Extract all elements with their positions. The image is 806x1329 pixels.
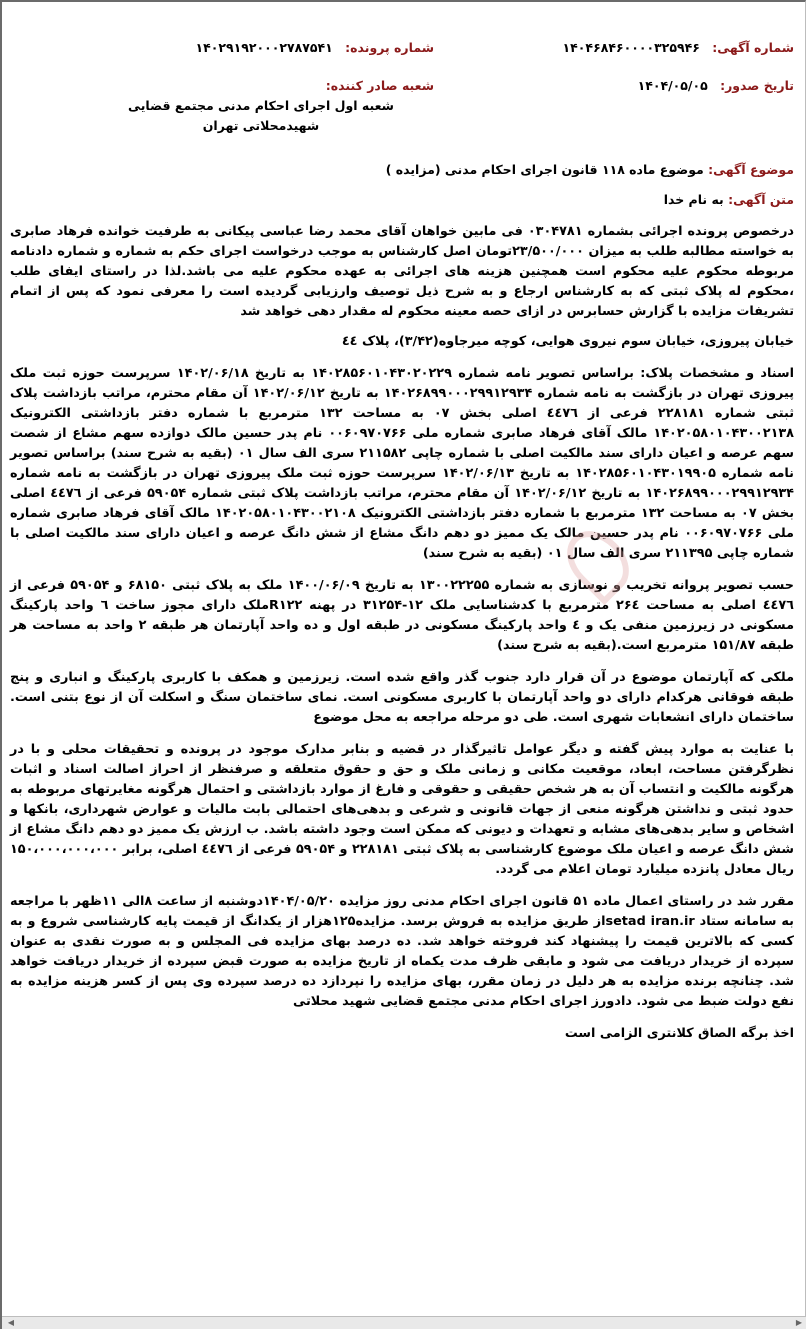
scroll-left-icon[interactable]: ◀ <box>7 1318 15 1327</box>
notice-text-heading <box>10 190 794 210</box>
subject-value: موضوع ماده ۱۱۸ قانون اجرای احکام مدنی (مزایده ) <box>385 162 704 177</box>
paragraph-final-note: اخذ برگه الصاق کلانتری الزامی است <box>564 1026 794 1041</box>
issue-date-label: تاریخ صدور: <box>720 78 794 93</box>
issue-date-value: ۱۴۰۴/۰۵/۰۵ <box>637 78 708 93</box>
issue-date-field <box>638 76 794 96</box>
notice-header <box>10 12 794 133</box>
issuer-field <box>94 76 434 136</box>
paragraph-building-permit: حسب تصویر پروانه تخریب و نوسازی به شماره ۱۳۰۰۲۲۲۵۵ به تاریخ ۱۴۰۰/۰۶/۰۹ ملک به پلاک ثبتی ۶۸۱۵۰ و ۵۹۰۵۴ فرعی از ٤٤٧٦ اصلی به مساحت ۲۶٤ مترمربع با کدشناسایی ملک ۱۲-۳۱۲۵۴ در پهنه R۱۲۲ملک دارای مجوز ساخت ٦ واحد پارکینگ مسکونی در زیرزمین منفی یک و ٤ واحد پارکینگ مسکونی در طبقه اول و ده واحد آپارتمان هر طبقه ۲ واحد به مساحت هر طبقه ۱۵۱/۸۷ مترمربع است.(بقیه به شرح سند) <box>10 578 795 653</box>
notice-number-label: شماره آگهی: <box>712 40 794 55</box>
notice-subject <box>10 160 794 180</box>
notice-text-label: متن آگهی: <box>728 192 794 207</box>
horizontal-scrollbar[interactable] <box>2 1316 806 1329</box>
notice-number-value: ۱۴۰۴۶۸۴۶۰۰۰۰۳۲۵۹۴۶ <box>562 40 700 55</box>
file-number-value: ۱۴۰۲۹۱۹۲۰۰۰۲۷۸۷۵۴۱ <box>195 40 333 55</box>
paragraph-valuation: با عنایت به موارد پیش گفته و دیگر عوامل تاثیرگذار در قضیه و بنابر مدارک موجود در پرونده و تحقیقات محلی و با در نظرگرفتن مساحت، ابعاد، موقعیت مکانی و زمانی ملک و حق و حقوق متعلقه و صرفنظر از احراز اصالت اسناد و اثبات هرگونه مالکیت و انتساب آن به هر شخص حقیقی و حقوقی و فارغ از موارد بازداشتی و احتمال هرگونه مغایرتهای مربوطه به حدود ثبتی و نداشتن هرگونه منعی از جهات قانونی و شرعی و بدهی‌های احتمالی بابت مالیات و عوارض شهرداری، بانکها و اشخاص و سایر بدهی‌های مشابه و تعهدات و دیونی که ممکن است وجود داشته باشد. ب ارزش یک ممیز دو دهم دانگ مشاع از شش دانگ عرصه و اعیان ملک موضوع کارشناسی به پلاک ثبتی ۲۲۸۱۸۱ و ۵۹۰۵۴ فرعی از ٤٤٧٦ اصلی، برابر ۱۵۰،۰۰۰،۰۰۰،۰۰۰ ریال معادل پانزده میلیارد تومان اعلام می گردد. <box>10 742 794 877</box>
issuer-label: شعبه صادر کننده: <box>325 78 434 93</box>
notice-document <box>10 12 794 1044</box>
notice-number-field <box>563 38 794 58</box>
scroll-right-icon[interactable]: ▶ <box>795 1318 803 1327</box>
file-number-label: شماره پرونده: <box>345 40 434 55</box>
opening-phrase: به نام خدا <box>663 192 724 207</box>
paragraph-auction-terms: مقرر شد در راستای اعمال ماده ۵۱ قانون اجرای احکام مدنی روز مزایده ۱۴۰۴/۰۵/۲۰دوشنبه از ساعت ۸الی ۱۱ظهر با مراجعه به سامانه ستاد setad iran.irاز طریق مزایده به فروش برسد. مزایده۱۲۵هزار از یکدانگ از قیمت پایه کارشناسی شروع و به کسی که بالاترین قیمت را پیشنهاد کند فروخته خواهد شد. ده درصد بهای مزایده فی المجلس و به صورت نقدی به عنوان سپرده از خریدار دریافت می شود و مابقی ظرف مدت یکماه از تاریخ مزایده به صورت قبض سپرده از خریدار دریافت خواهد شد. چنانچه برنده مزایده به هر دلیل در زمان مقرر، بهای مزایده را نپردازد ده درصد سپرده وی پس از کسر هزینه مزایده به نفع دولت ضبط می شود. دادورز اجرای احکام مدنی مجتمع قضایی شهید محلاتی <box>10 894 794 1009</box>
paragraph-address: خیابان پیروزی، خیابان سوم نیروی هوایی، کوچه میرجاوه(۳/۴۲)، پلاک ٤٤ <box>341 334 794 349</box>
paragraph-deed-details: اسناد و مشخصات پلاک: براساس تصویر نامه شماره ۱۴۰۲۸۵۶۰۱۰۴۳۰۲۰۲۲۹ به تاریخ ۱۴۰۲/۰۶/۱۸ سرپرست حوزه ثبت ملک پیروزی تهران در بازگشت به نامه شماره ۱۴۰۲۶۸۹۹۰۰۰۲۹۹۱۲۹۳۴ به تاریخ ۱۴۰۲/۰۶/۱۲ آن مقام محترم، مراتب بازداشت پلاک ثبتی شماره ۲۲۸۱۸۱ فرعی از ٤٤٧٦ اصلی بخش ۰۷ به مساحت ۱۳۲ مترمربع با شماره دفتر بازداشتی الکترونیک ۱۴۰۲۰۵۸۰۱۰۴۳۰۰۲۱۳۸ مالک آقای فرهاد صابری شماره ملی ۰۰۶۰۹۷۰۷۶۶ نام پدر حسین مالک دوازده سهم مشاع از شصت سهم عرصه و اعیان دارای سند مالکیت اصلی با شماره چاپی ۲۱۱۵۸۲ سری الف سال ۰۱ (بقیه به شرح سند) براساس تصویر نامه شماره ۱۴۰۲۸۵۶۰۱۰۴۳۰۱۹۹۰۵ به تاریخ ۱۴۰۲/۰۶/۱۳ سرپرست حوزه ثبت ملک پیروزی تهران در بازگشت به نامه شماره ۱۴۰۲۶۸۹۹۰۰۰۲۹۹۱۲۹۳۴ به تاریخ ۱۴۰۲/۰۶/۱۲ آن مقام محترم، مراتب بازداشت پلاک ثبتی شماره ۵۹۰۵۴ فرعی از ٤٤٧٦ اصلی بخش ۰۷ به مساحت ۱۳۲ مترمربع با شماره دفتر بازداشتی الکترونیک ۱۴۰۲۰۵۸۰۱۰۴۳۰۰۲۱۰۸ مالک آقای فرهاد صابری شماره ملی ۰۰۶۰۹۷۰۷۶۶ نام پدر حسین مالک یک ممیز دو دهم دانگ مشاع از شش دانگ عرصه و اعیان دارای سند مالکیت اصلی با شماره چاپی ۲۱۱۳۹۵ سری الف سال ۰۱ (بقیه به شرح سند) <box>10 366 795 561</box>
paragraph-case-intro: درخصوص پرونده اجرائی بشماره ۰۳۰۴۷۸۱ فی مابین خواهان آقای محمد رضا عباسی پیکانی به طرفیت خوانده فرهاد صابری به خواسته مطالبه طلب به میزان ۲۳/۵۰۰/۰۰۰تومان اصل کارشناس به موجب درخواست اجرای حکم به شماره و شماره دادنامه مربوطه محکوم علیه محکوم است همچنین هزینه های اجرائی به عهده محکوم علیه می باشد.لذا در راستای ایفای طلب ،محکوم له پلاک ثبتی که به کارشناس ارجاع و به شرح ذیل توصیف وارزیابی گردیده است را معرفی نمود که پس از اتمام تشریفات مزایده با گزارش حسابرس در ازای حصه معینه محکوم له مقدار دهی خواهد شد <box>10 224 794 319</box>
issuer-value: شعبه اول اجرای احکام مدنی مجتمع قضایی شهیدمحلاتی تهران <box>128 98 394 133</box>
file-number-field <box>195 38 434 58</box>
paragraph-building-description: ملکی که آپارتمان موضوع در آن قرار دارد جنوب گذر واقع شده است. زیرزمین و همکف با کاربری پارکینگ و انباری و پنج طبقه فوقانی هرکدام دارای دو واحد آپارتمان با کاربری مسکونی است. نمای ساختمان سنگ و اسکلت آن از نوع بتنی است. ساختمان دارای انشعابات شهری است. طی دو مرحله مراجعه به محل موضوع <box>10 670 794 725</box>
subject-label: موضوع آگهی: <box>708 162 794 177</box>
